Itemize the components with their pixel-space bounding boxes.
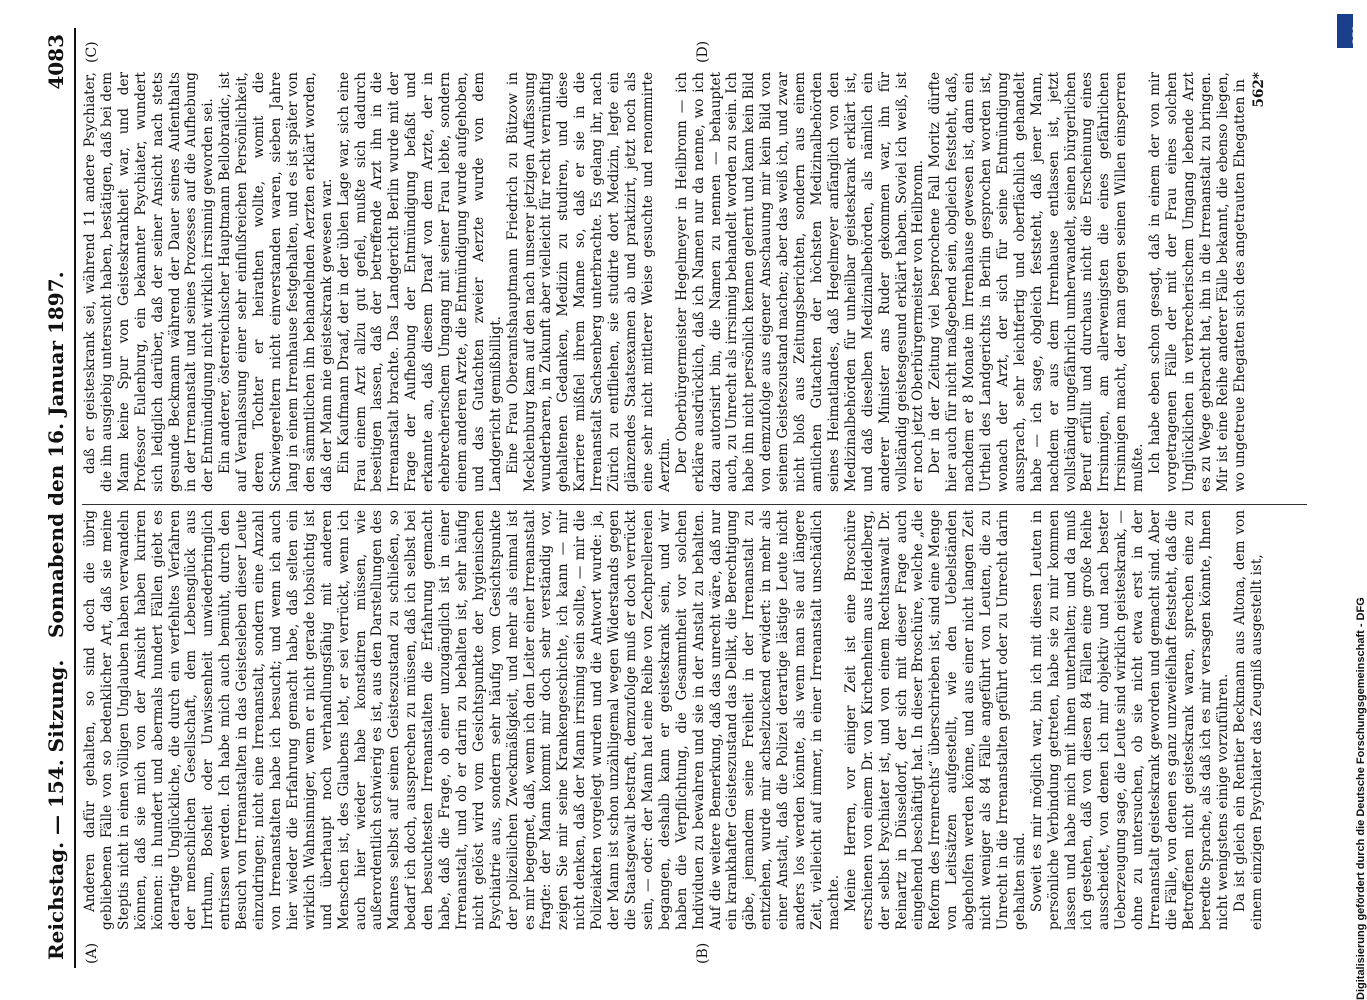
paragraph: Eine Frau Oberamtshauptmann Friedrich zu Bützow in Mecklenburg kam auf den nach unserer jetzigen Auffassung wunderbaren, in Zukunft aber vielleicht für recht vernünftig gehaltenen Gedanken, Medizin zu studiren, und diese Karriere mißfiel ihrem Manne so, daß er sie in die Irrenanstalt Sachsenberg unterbrachte. Es gelang ihr, nach Zürich zu entfliehen, sie studirte dort Medizin, legte ein glänzendes Staatsexamen ab und praktizirt, jetzt noch als eine sehr nicht mittlerer Weise gesuchte und renommirte Aerztin. <box>504 72 673 492</box>
dfg-logo: DFG <box>1337 14 1353 48</box>
paragraph: Der Oberbürgermeister Hegelmeyer in Heilbronn — ich erkläre ausdrücklich, daß ich Namen nur da nenne, wo ich dazu autorisirt bin, die Namen zu nennen — behauptet auch, zu Unrecht als irrsinnig behandelt worden zu sein. Ich habe ihn nicht persönlich kennen gelernt und kann kein Bild von demzufolge aus eigener Anschauung mir kein Bild von seinem Geisteszustand machen; aber das weiß ich, und zwar nicht bloß aus Zeitungsberichten, sondern aus einem amtlichen Gutachten der höchsten Medizinalbehörden seines Heimatlandes, daß Hegelmeyer anfänglich von den Medizinalbehörden für unheilbar geisteskrank erklärt ist, und daß dieselben Medizinalbehörden, als nämlich ein anderer Minister ans Ruder gekommen war, ihn für vollständig geistesgesund erklärt haben. Soviel ich weiß, ist er noch jetzt Oberbürgermeister von Heilbronn. <box>673 72 927 492</box>
right-column <box>82 72 1307 492</box>
dfg-margin-note <box>1335 10 1367 1000</box>
margin-marker-a: (A) <box>84 942 100 964</box>
paragraph: Ich habe eben schon gesagt, daß in einem der von mir vorgetragenen Fälle der mit der Frau eines solchen Unglücklichen in verbrecherischem Umgang lebende Arzt es zu Wege gebracht hat, ihn in die Irrenanstalt zu bringen. Mir ist eine Reihe anderer Fälle bekannt, die ebenso liegen, wo ungetreue Ehegatten sich des angetrauten Ehegatten in <box>1147 72 1248 492</box>
column-divider <box>82 504 1307 505</box>
paragraph: Meine Herren, vor einiger Zeit ist eine Broschüre erschienen von einem Dr. von Kirchenheim aus Heidelberg, der selbst Psychiater ist, und von einem Rechtsanwalt Dr. Reinartz in Düsseldorf, der sich mit dieser Frage auch eingehend beschäftigt hat. In dieser Broschüre, welche „die Reform des Irrenrechts“ überschrieben ist, sind eine Menge von Leitsätzen aufgestellt, wie den Uebelständen abgeholfen werden könne, und aus einer nicht langen Zeit nicht weniger als 84 Fälle angeführt von Leuten, die zu Unrecht in die Irrenanstalten geführt oder zu Unrecht darin gehalten sind. <box>842 510 1028 930</box>
page-signature: 562* <box>1250 72 1267 108</box>
page-header <box>40 28 76 968</box>
margin-marker-c: (C) <box>84 41 100 63</box>
margin-marker-d: (D) <box>695 40 711 63</box>
header-date: Sonnabend den 16. Januar 1897. <box>44 271 68 638</box>
left-column <box>82 510 1307 930</box>
digitization-credit: Digitalisierung gefördert durch die Deutsche Forschungsgemeinschaft - DFG <box>1355 597 1367 1000</box>
paragraph: Soweit es mir möglich war, bin ich mit diesen Leuten in persönliche Verbindung getreten, habe sie zu mir kommen lassen und habe mich mit ihnen unterhalten; und da muß ich gestehen, daß von diesen 84 Fällen eine große Reihe ausscheidet, von denen ich mir objektiv und nach bester Ueberzeugung sage, die Leute sind wirklich geisteskrank, — ohne zu untersuchen, ob sie nicht etwa erst in der Irrenanstalt geisteskrank geworden und gemacht sind. Aber die Fälle, von denen es ganz unzweifelhaft feststeht, daß die Betroffenen nicht geisteskrank waren, sprechen eine zu beredte Sprache, als daß ich es mir versagen könnte, Ihnen nicht wenigstens einige vorzuführen. <box>1028 510 1231 930</box>
margin-marker-b: (B) <box>695 942 711 964</box>
paragraph: daß er geisteskrank sei, während 11 andere Psychiater, die ihn ausgiebig untersucht haben, bestätigen, daß bei dem Mann keine Spur von Geisteskrankheit war, und der Professor Eulenburg, ein bekannter Psychiater, wundert sich lediglich darüber, daß der seiner Ansicht nach stets gesunde Beckmann während der Dauer seines Aufenthalts in der Irrenanstalt und seines Prozesses auf die Aufhebung der Entmündigung nicht wirklich irrsinnig geworden sei. <box>82 72 217 492</box>
paragraph: Da ist gleich ein Rentier Beckmann aus Altona, dem von einem einzigen Psychiater das Zeugniß ausgestellt ist, <box>1231 510 1265 930</box>
rotated-page <box>40 28 1325 968</box>
paragraph: Ein anderer, österreichischer Hauptmann Bellobraidic, ist auf Veranlassung einer sehr einflußreichen Persönlichkeit, deren Tochter er heirathen wollte, womit die Schwiegereltern nicht einverstanden waren, sieben Jahre lang in einem Irrenhause festgehalten, und es ist später von den sämmtlichen ihn behandelnden Aerzten erklärt worden, daß der Mann nie geisteskrank gewesen war. <box>217 72 335 492</box>
header-page-number: 4083 <box>44 34 68 90</box>
paragraph: Der in der Zeitung viel besprochene Fall Moritz dürfte hier auch für nicht maßgebend sein, obgleich feststeht, daß, nachdem er 8 Monate im Irrenhause gewesen ist, dann ein Urtheil des Landgerichts in Berlin gesprochen worden ist, wonach der Arzt, der sich für seine Entmündigung aussprach, sehr leichtfertig und oberflächlich gehandelt habe — ich sage, obgleich feststeht, daß jener Mann, nachdem er aus dem Irrenhause entlassen ist, jetzt vollständig ungefährlich umherwandelt, seinen bürgerlichen Beruf erfüllt und durchaus nicht die Erscheinung eines Irrsinnigen, am allerwenigsten die eines gefährlichen Irrsinnigen macht, der man gegen seinen Willen einsperren mußte. <box>927 72 1147 492</box>
paragraph: Ein Kaufmann Draaf, der in der üblen Lage war, sich eine Frau einem Arzt allzu gut gefiel, mußte sich dadurch beseitigen lassen, daß der betreffende Arzt ihn in die Irrenanstalt brachte. Das Landgericht Berlin wurde mit der Frage der Aufhebung der Entmündigung befaßt und erkannte an, daß diesem Draaf von dem Arzte, der in ehebrecherischem Umgang mit seiner Frau lebte, sondern einem anderen Arzte, die Entmündigung wurde aufgehoben, und das Gutachten zweier Aerzte wurde von dem Landgericht gemißbilligt. <box>335 72 504 492</box>
paragraph: Anderen dafür gehalten, so sind doch die übrig gebliebenen Fälle von so bedenklicher Art, daß sie meine Steptis nicht in einen völligen Unglauben haben verwandeln können, daß sie mich von der Ansicht haben kuriren können: in hundert und abermals hundert Fällen giebt es derartige Unglückliche, die durch ein verfehltes Verfahren der menschlichen Gesellschaft, dem Lebensglück aus Irrthum, Bosheit oder Unwissenheit unwiederbringlich entrissen werden. Ich habe mich auch bemüht, durch den Besuch von Irrenanstalten in das Geistesleben dieser Leute einzudringen; nicht eine Irrenanstalt, sondern eine Anzahl von Irrenanstalten habe ich besucht; und wenn ich auch hier wieder die Erfahrung gemacht habe, daß selten ein wirklich Wahnsinniger, wenn er nicht gerade tobsüchtig ist und überhaupt noch verhandlungsfähig mit anderen Menschen ist, des Glaubens lebt, er sei verrückt, wenn ich auch hier wieder habe konstatiren müssen, wie außerordentlich schwierig es ist, aus den Darstellungen des Mannes selbst auf seinen Geisteszustand zu schließen, so bedarf ich doch, aussprechen zu müssen, daß ich selbst bei den besuchtesten Irrenanstalten die Erfahrung gemacht habe, daß die Frage, ob einer unzugänglich ist in einer Irrenanstalt, und ob er darin zu behalten ist, sehr häufig nicht gelöst wird vom Gesichtspunkte der hygienischen Psychiatrie aus, sondern sehr häufig vom Gesichtspunkte der polizeilichen Zweckmäßigkeit, und mehr als einmal ist es mir begegnet, daß, wenn ich den Leiter einer Irrenanstalt fragte: der Mann kommt mir doch sehr verständig vor, zeigen Sie mir seine Krankengeschichte, ich kann — mir nicht denken, daß der Mann irrsinnig sein sollte, — mir die Polizeiakten vorgelegt wurden und die Antwort wurde: ja, der Mann ist schon unzähligemal wegen Widerstands gegen die Staatsgewalt bestraft, demzufolge muß er doch verrückt sein, — oder: der Mann hat eine Reihe von Zechprellereien begangen, deshalb kann er geisteskrank sein, und wir haben die Verpflichtung, die Gesammtheit vor solchen Individuen zu bewahren und sie in der Anstalt zu behalten. Auf die weitere Bemerkung, daß das unrecht wäre, daß nur ein krankhafter Geisteszustand das Delikt, die Berechtigung gäbe, jemandem seine Freiheit in der Irrenanstalt zu entziehen, wurde mir achselzuckend erwidert: in mehr als einer Anstalt, daß die Polizei derartige lästige Leute nicht anders los werden könnte, als wenn man sie auf längere Zeit, vielleicht auf immer, in einer Irrenanstalt unschädlich machte. <box>82 510 842 930</box>
header-session: Reichstag. — 154. Sitzung. <box>44 659 68 960</box>
